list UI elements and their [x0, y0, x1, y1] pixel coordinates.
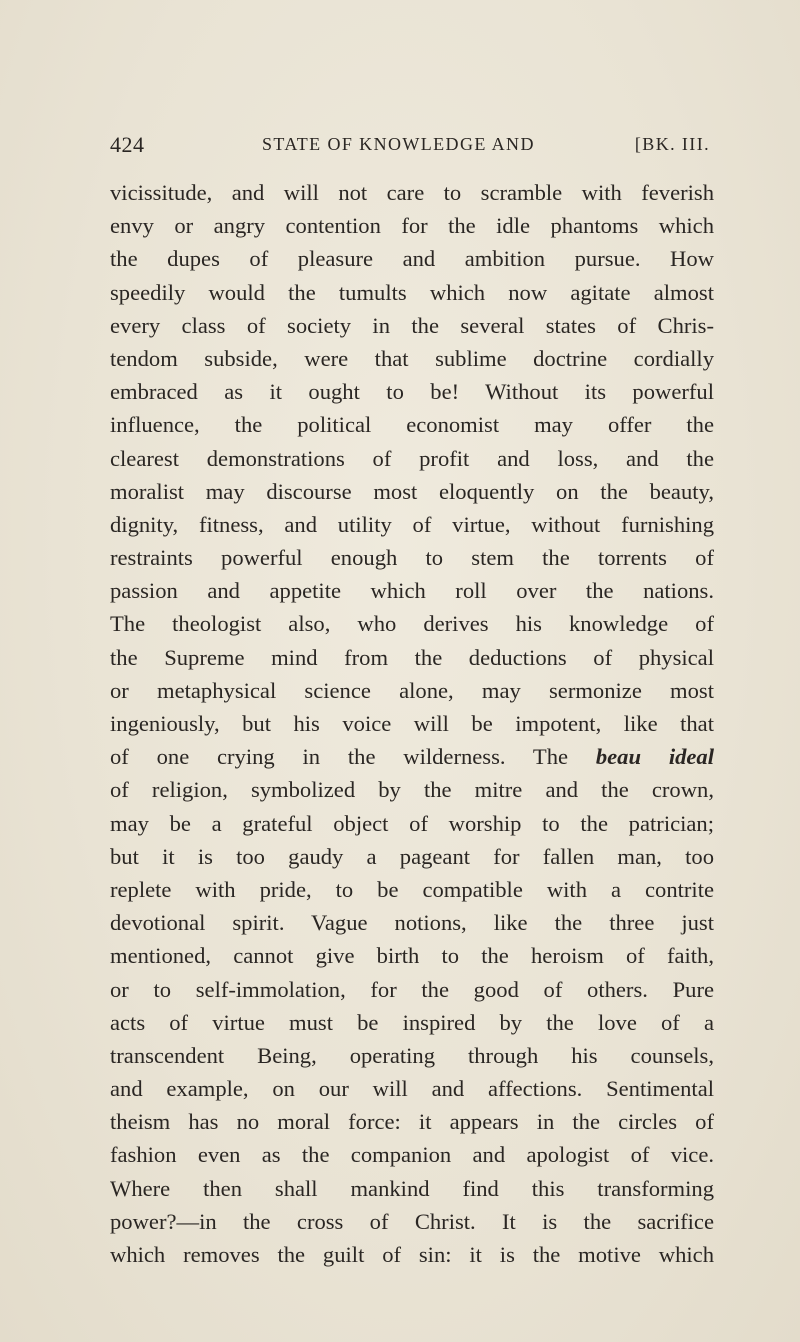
running-head: STATE OF KNOWLEDGE AND	[262, 134, 535, 154]
text-line: tendom subside, were that sublime doctrine cordially	[110, 345, 714, 371]
text-line: mentioned, cannot give birth to the heroism of faith,	[110, 943, 714, 969]
text-line: devotional spirit. Vague notions, like the three just	[110, 910, 714, 936]
text-line: clearest demonstrations of profit and loss, and the	[110, 445, 714, 471]
text-line: influence, the political economist may offer the	[110, 412, 714, 438]
text-line: or to self-immolation, for the good of others. Pure	[110, 976, 714, 1002]
text-line: the Supreme mind from the deductions of physical	[110, 644, 714, 670]
text-line: and example, on our will and affections. Sentimental	[110, 1076, 714, 1102]
text-line: embraced as it ought to be! Without its powerful	[110, 379, 714, 405]
text-line: dignity, fitness, and utility of virtue, without furnishing	[110, 511, 714, 537]
text-line: moralist may discourse most eloquently on the beauty,	[110, 478, 714, 504]
text-line: which removes the guilt of sin: it is the motive which	[110, 1242, 714, 1267]
text-line-with-italic	[110, 740, 714, 773]
text-line: every class of society in the several states of Chris-	[110, 312, 714, 338]
text-line: speedily would the tumults which now agitate almost	[110, 279, 714, 305]
page-header	[110, 132, 710, 166]
text-line: or metaphysical science alone, may sermonize most	[110, 677, 714, 703]
text-line: envy or angry contention for the idle phantoms which	[110, 213, 714, 239]
text-line: vicissitude, and will not care to scramble with feverish	[110, 180, 714, 205]
text-line: replete with pride, to be compatible with a contrite	[110, 876, 714, 902]
text-line: of religion, symbolized by the mitre and the crown,	[110, 777, 714, 803]
body-text	[110, 176, 714, 1271]
book-reference: [BK. III.	[634, 134, 710, 154]
text-line: but it is too gaudy a pageant for fallen man, too	[110, 843, 714, 869]
page-number: 424	[110, 132, 145, 157]
text-line: ingeniously, but his voice will be impotent, like that	[110, 711, 714, 736]
text-line: restraints powerful enough to stem the torrents of	[110, 545, 714, 571]
text-line: The theologist also, who derives his knowledge of	[110, 611, 714, 637]
text-line: theism has no moral force: it appears in the circles of	[110, 1109, 714, 1135]
italic-phrase: beau ideal	[595, 744, 714, 770]
text-line: may be a grateful object of worship to the patrician;	[110, 810, 714, 836]
text-line: acts of virtue must be inspired by the love of a	[110, 1009, 714, 1035]
text-line: Where then shall mankind find this transforming	[110, 1175, 714, 1201]
text-line: power?—in the cross of Christ. It is the sacrifice	[110, 1208, 714, 1234]
text-line: fashion even as the companion and apologist of vice.	[110, 1142, 714, 1168]
text-line: passion and appetite which roll over the nations.	[110, 578, 714, 604]
text-line: the dupes of pleasure and ambition pursue. How	[110, 246, 714, 272]
text-segment: of one crying in the wilderness. The	[110, 744, 569, 770]
text-line: transcendent Being, operating through his counsels,	[110, 1042, 714, 1068]
